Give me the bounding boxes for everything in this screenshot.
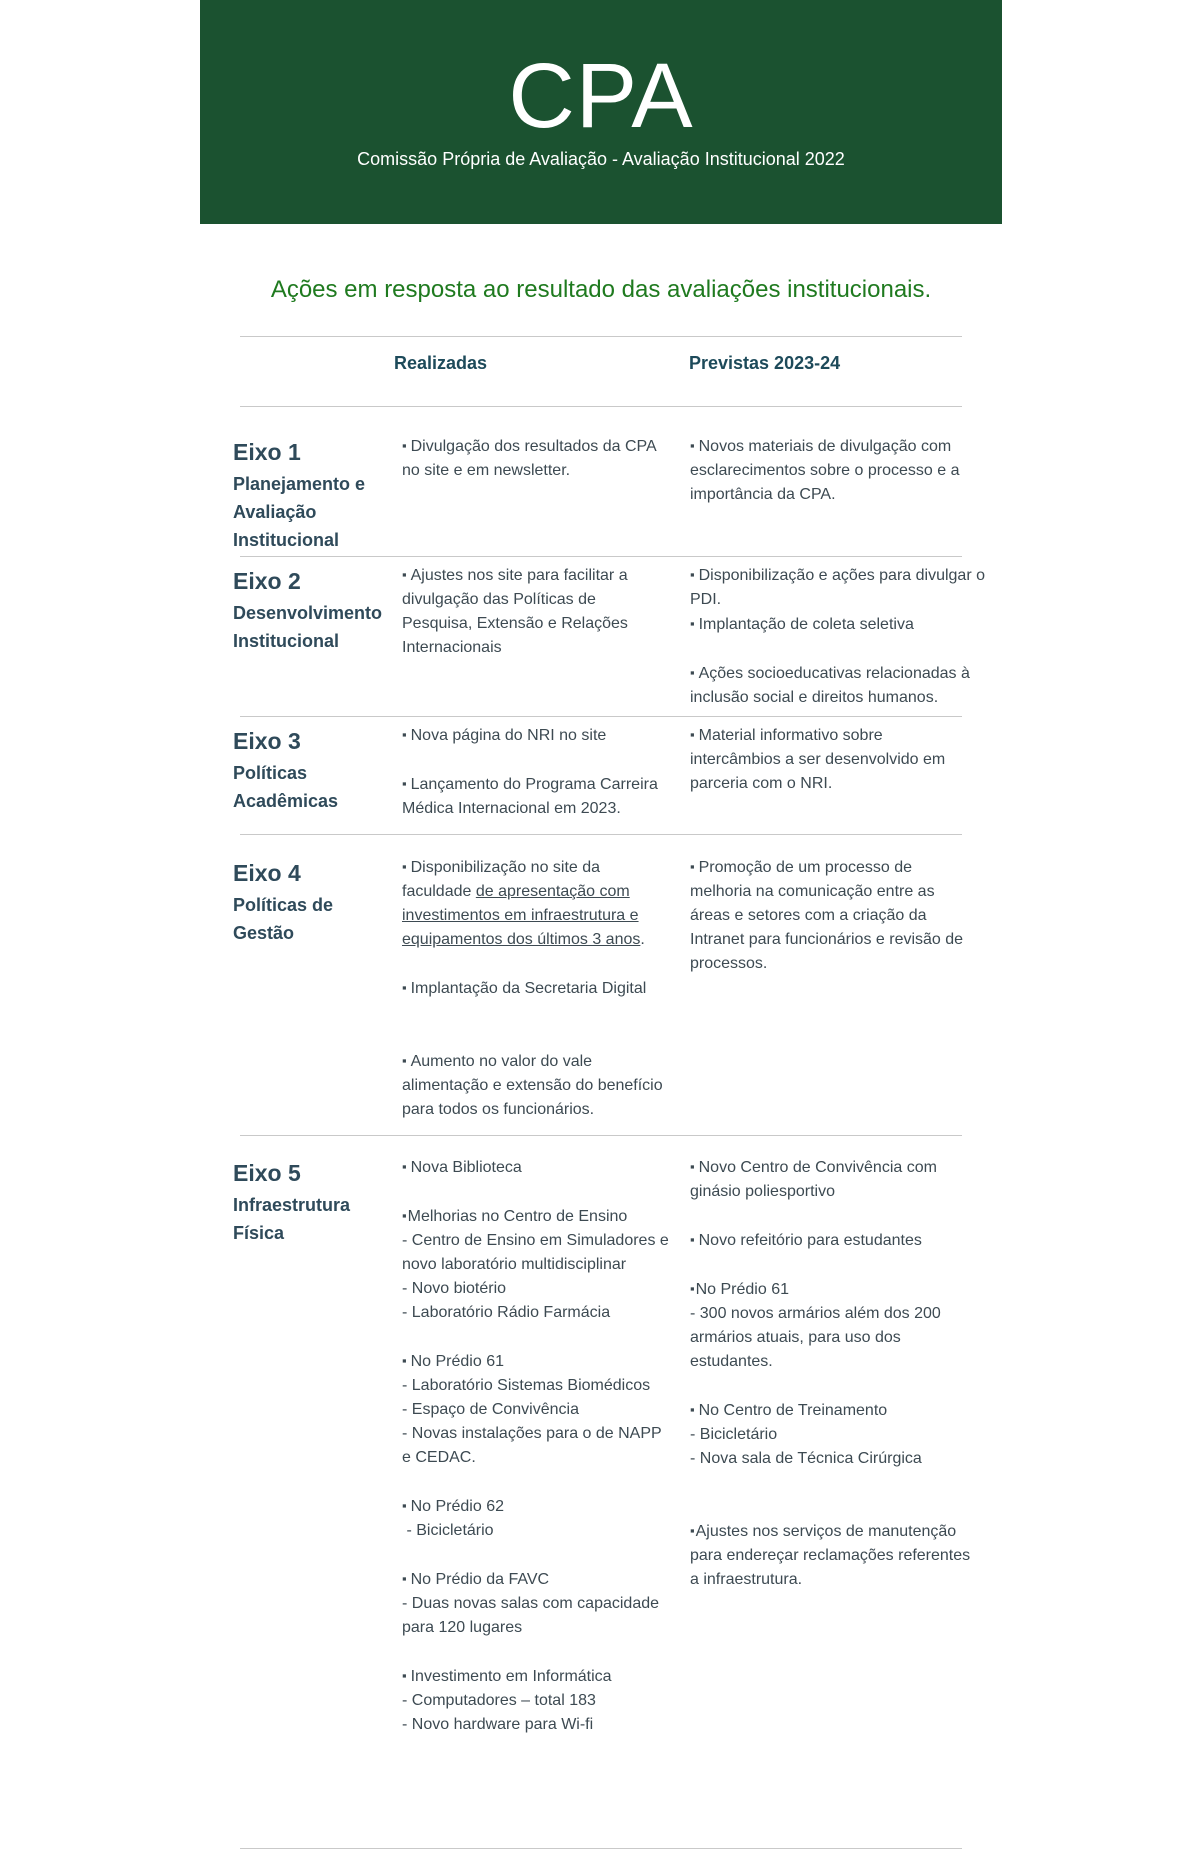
eixo-5-label [233, 1157, 393, 1247]
divider [240, 336, 962, 337]
sub-item: - Novo hardware para Wi-fi [402, 1716, 594, 1733]
list-item: ▪ Implantação de coleta seletiva [690, 612, 990, 637]
list-item: ▪ Aumento no valor do vale alimentação e extensão do benefício para todos os funcionários. [402, 1049, 672, 1122]
column-header-previstas: Previstas 2023-24 [689, 353, 841, 373]
item-text: Disponibilização no site da faculdade [402, 859, 601, 900]
eixo-4-realizadas [402, 855, 672, 1122]
sub-item: - Duas novas salas com capacidade para 120 lugares [402, 1595, 660, 1636]
sub-item: - Laboratório Rádio Farmácia [402, 1304, 611, 1321]
eixo-number: Eixo 5 [233, 1160, 301, 1186]
page-title: CPA [508, 45, 694, 147]
eixo-name: Desenvolvimento Institucional [233, 603, 383, 651]
sub-item: - Bicicletário [402, 1522, 494, 1539]
eixo-number: Eixo 4 [233, 860, 301, 886]
list-item: ▪ Lançamento do Programa Carreira Médica Internacional em 2023. [402, 772, 672, 821]
list-item: ▪ Novo Centro de Convivência com ginásio poliesportivo [690, 1155, 975, 1204]
investments-link[interactable]: de apresentação com investimentos em infraestrutura e equipamentos dos últimos 3 anos [402, 883, 641, 948]
eixo-3-previstas [690, 723, 965, 796]
list-item: ▪ Ações socioeducativas relacionadas à inclusão social e direitos humanos. [690, 661, 990, 710]
sub-item: - Nova sala de Técnica Cirúrgica [690, 1450, 922, 1467]
sub-item: - Centro de Ensino em Simuladores e novo laboratório multidisciplinar [402, 1232, 669, 1273]
eixo-5-realizadas [402, 1155, 672, 1737]
list-item: ▪ No Prédio 61 [690, 1277, 975, 1302]
eixo-5-previstas [690, 1155, 975, 1592]
list-item [402, 855, 672, 952]
eixo-1-previstas [690, 434, 990, 507]
list-item: ▪ Material informativo sobre intercâmbios a ser desenvolvido em parceria com o NRI. [690, 723, 965, 796]
list-item: ▪ Nova Biblioteca [402, 1155, 672, 1180]
section-heading: Ações em resposta ao resultado das avaliações institucionais. [270, 276, 932, 303]
eixo-1-label [233, 436, 393, 554]
divider [240, 1135, 962, 1136]
eixo-1-realizadas [402, 434, 672, 483]
eixo-name: Políticas Acadêmicas [233, 763, 339, 811]
sub-item: - Computadores – total 183 [402, 1692, 596, 1709]
divider [240, 556, 962, 557]
list-item: ▪ Promoção de um processo de melhoria na comunicação entre as áreas e setores com a criação da Intranet para funcionários e revisão de processos. [690, 855, 975, 976]
eixo-4-previstas [690, 855, 975, 976]
eixo-2-label [233, 565, 393, 655]
list-item: ▪ Investimento em Informática [402, 1664, 672, 1689]
eixo-name: Políticas de Gestão [233, 895, 334, 943]
divider [240, 406, 962, 407]
sub-item: - 300 novos armários além dos 200 armários atuais, para uso dos estudantes. [690, 1305, 941, 1370]
list-item: ▪ No Centro de Treinamento [690, 1398, 975, 1423]
eixo-3-realizadas [402, 723, 672, 821]
list-item: ▪ Divulgação dos resultados da CPA no site e em newsletter. [402, 434, 672, 483]
list-item: ▪ Ajustes nos site para facilitar a divulgação das Políticas de Pesquisa, Extensão e Relações Internacionais [402, 563, 664, 660]
eixo-name: Infraestrutura Física [233, 1195, 351, 1243]
eixo-number: Eixo 1 [233, 439, 301, 465]
column-header-realizadas: Realizadas [394, 353, 488, 373]
list-item: ▪ Novos materiais de divulgação com esclarecimentos sobre o processo e a importância da CPA. [690, 434, 990, 507]
eixo-2-previstas [690, 563, 990, 710]
eixo-4-label [233, 857, 393, 947]
eixo-name: Planejamento e Avaliação Institucional [233, 474, 366, 550]
eixo-2-realizadas [402, 563, 664, 660]
page-subtitle: Comissão Própria de Avaliação - Avaliação Institucional 2022 [357, 149, 845, 169]
sub-item: - Laboratório Sistemas Biomédicos [402, 1377, 651, 1394]
list-item: ▪ Implantação da Secretaria Digital [402, 976, 672, 1001]
list-item: ▪ No Prédio 61 [402, 1349, 672, 1374]
eixo-number: Eixo 2 [233, 568, 301, 594]
list-item: ▪ Melhorias no Centro de Ensino [402, 1204, 672, 1229]
sub-item: - Novo biotério [402, 1280, 507, 1297]
list-item: ▪ Nova página do NRI no site [402, 723, 672, 748]
list-item: ▪ Novo refeitório para estudantes [690, 1228, 975, 1253]
eixo-3-label [233, 725, 393, 815]
sub-item: - Bicicletário [690, 1426, 778, 1443]
eixo-number: Eixo 3 [233, 728, 301, 754]
header-banner [200, 0, 1002, 224]
divider [240, 834, 962, 835]
list-item: ▪ Disponibilização e ações para divulgar o PDI. [690, 563, 990, 612]
item-text: . [640, 931, 645, 948]
list-item: ▪ No Prédio 62 [402, 1494, 672, 1519]
sub-item: - Novas instalações para o de NAPP e CEDAC. [402, 1425, 662, 1466]
divider [240, 1848, 962, 1849]
list-item: ▪ Ajustes nos serviços de manutenção para endereçar reclamações referentes a infraestrutura. [690, 1519, 975, 1592]
divider [240, 716, 962, 717]
sub-item: - Espaço de Convivência [402, 1401, 579, 1418]
list-item: ▪ No Prédio da FAVC [402, 1567, 672, 1592]
